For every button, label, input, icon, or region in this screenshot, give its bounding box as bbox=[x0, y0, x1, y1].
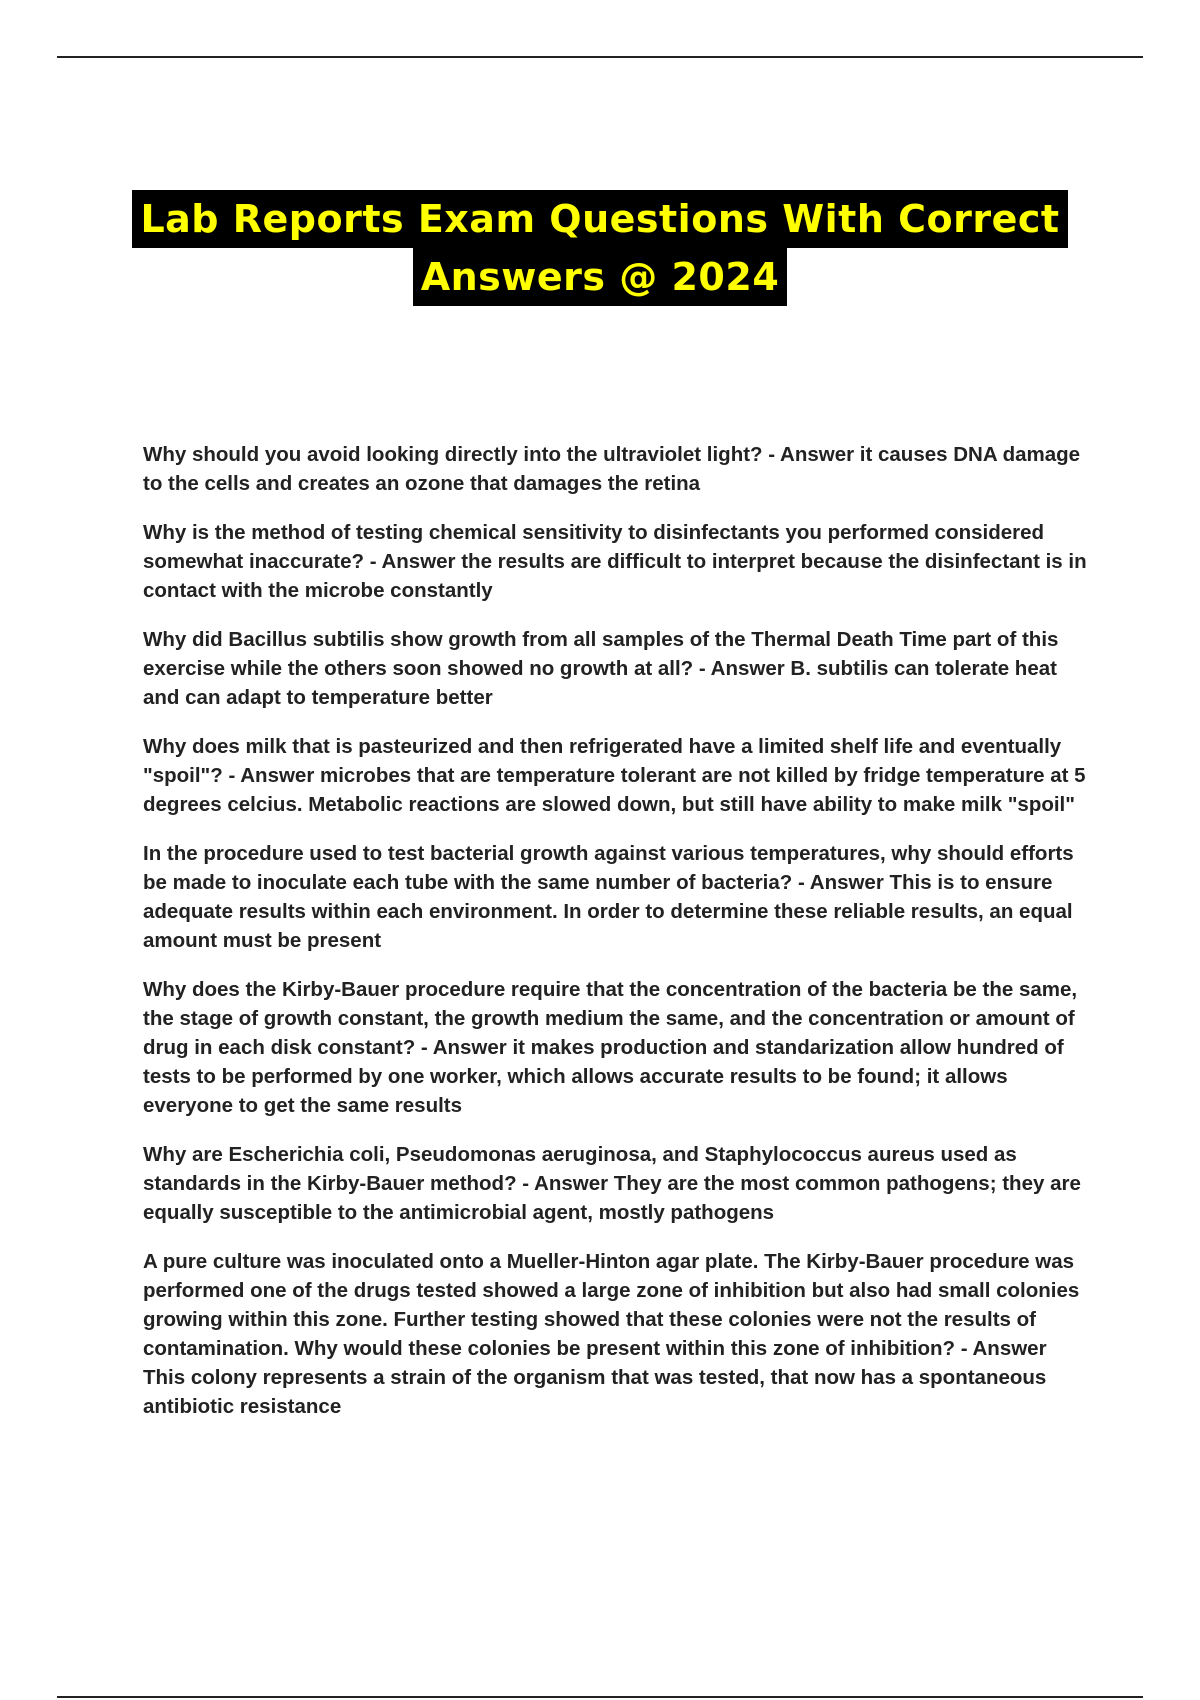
qa-item: Why does milk that is pasteurized and then refrigerated have a limited shelf life and eventually "spoil"? - Answer microbes that are temperature tolerant are not killed by fridge temperature at 5 degrees celcius. Metabolic reactions are slowed down, but still have ability to make milk "spoil" bbox=[143, 735, 1086, 816]
document-title bbox=[0, 190, 1200, 306]
qa-item: Why should you avoid looking directly into the ultraviolet light? - Answer it causes DNA damage to the cells and creates an ozone that damages the retina bbox=[143, 443, 1081, 495]
qa-list bbox=[143, 440, 1093, 1441]
qa-item: Why does the Kirby-Bauer procedure require that the concentration of the bacteria be the same, the stage of growth constant, the growth medium the same, and the concentration or amount of drug in each disk constant? - Answer it makes production and standarization allow hundred of tests to be performed by one worker, which allows accurate results to be found; it allows everyone to get the same results bbox=[143, 978, 1078, 1117]
qa-item: In the procedure used to test bacterial growth against various temperatures, why should efforts be made to inoculate each tube with the same number of bacteria? - Answer This is to ensure adequate results within each environment. In order to determine these reliable results, an equal amount must be present bbox=[143, 842, 1074, 952]
qa-item: Why did Bacillus subtilis show growth from all samples of the Thermal Death Time part of this exercise while the others soon showed no growth at all? - Answer B. subtilis can tolerate heat and can adapt to temperature better bbox=[143, 628, 1059, 709]
bottom-rule bbox=[57, 1696, 1143, 1698]
qa-item: A pure culture was inoculated onto a Mueller-Hinton agar plate. The Kirby-Bauer procedure was performed one of the drugs tested showed a large zone of inhibition but also had small colonies growing within this zone. Further testing showed that these colonies were not the results of contamination. Why would these colonies be present within this zone of inhibition? - Answer This colony represents a strain of the organism that was tested, that now has a spontaneous antibiotic resistance bbox=[143, 1250, 1080, 1418]
qa-item: Why are Escherichia coli, Pseudomonas aeruginosa, and Staphylococcus aureus used as standards in the Kirby-Bauer method? - Answer They are the most common pathogens; they are equally susceptible to the antimicrobial agent, mostly pathogens bbox=[143, 1143, 1081, 1224]
title-line-2: Answers @ 2024 bbox=[413, 248, 788, 306]
top-rule bbox=[57, 56, 1143, 58]
qa-item: Why is the method of testing chemical sensitivity to disinfectants you performed considered somewhat inaccurate? - Answer the results are difficult to interpret because the disinfectant is in contact with the microbe constantly bbox=[143, 521, 1087, 602]
title-line-1: Lab Reports Exam Questions With Correct bbox=[132, 190, 1067, 248]
